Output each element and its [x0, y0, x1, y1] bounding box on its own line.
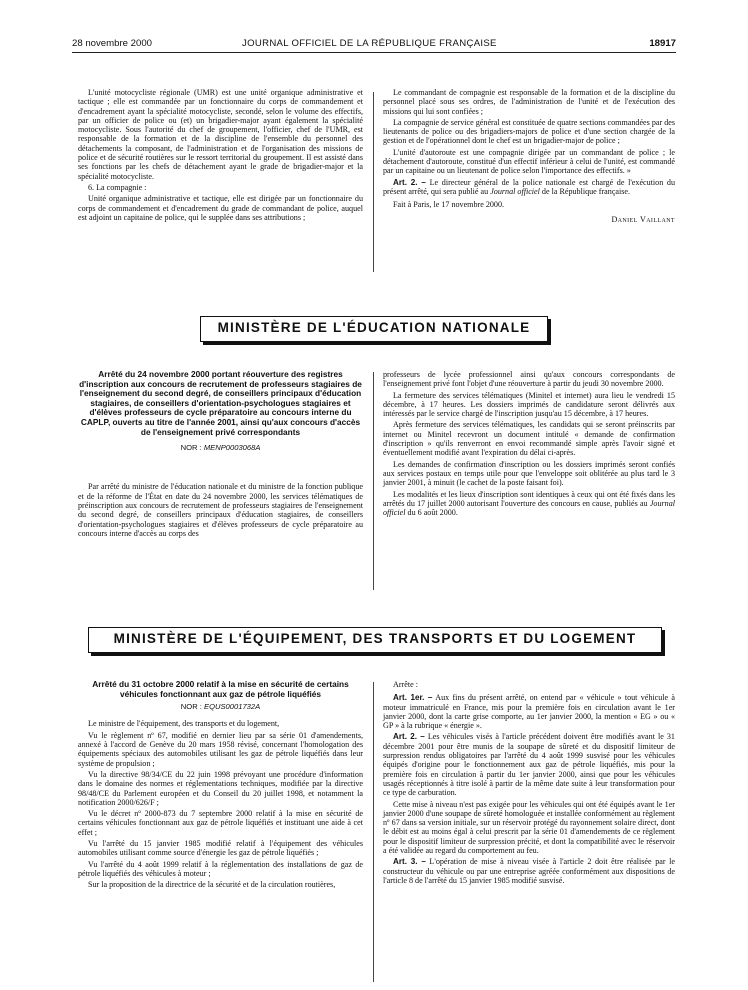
column-divider: [373, 682, 374, 982]
header-rule: [72, 52, 676, 53]
fait-a-paris: Fait à Paris, le 17 novembre 2000.: [393, 200, 505, 210]
article-3: Art. 3. – L'opération de mise à niveau visée à l'article 2 doit être réalisée par le constructeur du véhicule ou par une entreprise agréée conformément aux dispositions de l'article 8 de l'arrêté du 15 janvier 1985 modifié susvisé.: [383, 857, 675, 885]
edu-right-column: [383, 370, 675, 519]
arrete-title: Arrêté du 24 novembre 2000 portant réouverture des registres d'inscription aux concours de recrutement de professeurs stagiaires de l'enseignement du second degré, de conseillers principaux d'éducation stagiaires, de conseillers d'orientation-psychologues stagiaires et d'élèves professeurs de cycle préparatoire au concours interne du CAPLP, ouverts au titre de l'année 2001, ainsi qu'aux concours d'accès de l'enseignement privé correspondants: [79, 369, 362, 437]
visa-paragraph: Vu le décret nº 2000-873 du 7 septembre 2000 relatif à la mise en sécurité de certains véhicules fonctionnant aux gaz de pétrole liquéfiés et instituant une aide à cet effet ;: [78, 809, 363, 837]
visa-paragraph: Vu la directive 98/34/CE du 22 juin 1998 prévoyant une procédure d'information dans le domaine des normes et réglementations techniques, modifiée par la directive 98/48/CE du Parlement européen et du Conseil du 20 juillet 1998, et notamment la notification 2000/626/F ;: [78, 769, 363, 807]
article-2: Art. 2. – Les véhicules visés à l'article précédent doivent être modifiés avant le 31 décembre 2001 pour être munis de la soupape de sûreté et du dispositif limiteur de surpression rendus obligatoires par l'arrêté du 4 août 1999 susvisé pour les véhicules équipés d'origine pour le fonctionnement aux gaz de pétrole liquéfiés, mis pour la première fois en circulation à partir du 1er janvier 2000, ainsi que pour les véhicules usagés réceptionnés à titre isolé à partir de la même date suite à leur transformation pour ce type de carburation.: [383, 732, 675, 798]
paragraph: Par arrêté du ministre de l'éducation nationale et du ministre de la fonction publique et de la réforme de l'État en date du 24 novembre 2000, les services télématiques de préinscription aux concours de recrutement de professeurs stagiaires de l'enseignement du second degré, de conseillers principaux d'éducation stagiaires, de conseillers d'orientation-psychologues stagiaires et d'élèves professeurs de cycle préparatoire au concours interne d'accès au corps des: [78, 482, 363, 538]
paragraph: Cette mise à niveau n'est pas exigée pour les véhicules qui ont été équipés avant le 1er janvier 2000 d'une soupape de sûreté homologuée et installée conformément au règlement nº 67 dans sa version initiale, sur un réservoir protégé du rayonnement solaire direct, dont le débit est au moins égal à celui prescrit par la série 01 d'amendements de ce règlement pour le dispositif limiteur de surpression précité, et dont la compatibilité avec le réservoir a été validée au regard du comportement au feu.: [383, 799, 675, 856]
paragraph: 6. La compagnie :: [88, 182, 147, 192]
edu-left-column: [78, 370, 363, 540]
article-2: Art. 2. – Le directeur général de la police nationale est chargé de l'exécution du présent arrêté, qui sera publié au Journal officiel de la République française.: [383, 177, 675, 196]
arrete-title: Arrêté du 31 octobre 2000 relatif à la mise en sécurité de certains véhicules fonctionnant aux gaz de pétrole liquéfiés: [92, 679, 349, 699]
page-number: 18917: [649, 38, 676, 49]
ministry-education-heading: MINISTÈRE DE L'ÉDUCATION NATIONALE: [200, 316, 548, 342]
header-date: 28 novembre 2000: [72, 38, 153, 49]
journal-title: JOURNAL OFFICIEL DE LA RÉPUBLIQUE FRANÇAISE: [242, 38, 497, 49]
nor-reference: NOR : EQUS0001732A: [180, 702, 261, 712]
column-divider: [373, 372, 374, 590]
signature: Daniel Vaillant: [611, 214, 675, 224]
top-left-column: [78, 88, 363, 224]
eq-left-column: [78, 680, 363, 892]
visa-paragraph: Sur la proposition de la directrice de la sécurité et de la circulation routières,: [88, 880, 336, 890]
paragraph: Les demandes de confirmation d'inscription ou les dossiers imprimés seront confiés aux services postaux en temps utile pour que l'enveloppe soit oblitérée au plus tard le 3 janvier 2001, à minuit (le cachet de la poste faisant foi).: [383, 459, 675, 488]
visa-paragraph: Vu l'arrêté du 15 janvier 1985 modifié relatif à l'équipement des véhicules automobiles utilisant comme source d'énergie les gaz de pétrole liquéfiés ;: [78, 839, 363, 858]
visa-paragraph: Le ministre de l'équipement, des transports et du logement,: [88, 719, 280, 729]
column-divider: [373, 92, 374, 272]
running-header: [72, 38, 676, 52]
paragraph: La compagnie de service général est constituée de quatre sections commandées par des lieutenants de police ou des brigadiers-majors de police et d'une section chargée de la gestion et de l'opérationnel dont le chef est un brigadier-major de police ;: [383, 117, 675, 146]
nor-reference: NOR : MENP0003068A: [180, 443, 261, 453]
paragraph: Les modalités et les lieux d'inscription sont identiques à ceux qui ont été fixés dans les arrêtés du 17 juillet 2000 autorisant l'ouverture des concours en cause, publiés au Journal officiel du 6 août 2000.: [383, 489, 676, 518]
arrete-label: Arrête :: [393, 680, 418, 689]
paragraph: Après fermeture des services télématiques, les candidats qui se seront préinscrits par internet ou Minitel recevront un document intitulé « demande de confirmation d'inscription » qu'ils renverront en envoi recommandé simple après l'avoir signé et éventuellement modifié avant l'expiration du délai ci-après.: [383, 420, 675, 458]
article-1: Art. 1er. – Aux fins du présent arrêté, on entend par « véhicule » tout véhicule à moteur immatriculé en France, mis pour la première fois en circulation avant le 1er janvier 2000, dont la carte grise comporte, au 1er janvier 2000, la mention « EG » ou « GP » à la rubrique « énergie ».: [383, 693, 675, 731]
paragraph: L'unité motocycliste régionale (UMR) est une unité organique administrative et tactique ; elle est commandée par un fonctionnaire du corps de commandement et d'encadrement ayant la spécialité motocycliste, secondé, selon le volume des effectifs, par un officier de police ou (et) un brigadier-major ayant également la spécialité motocycliste. Sous l'autorité du chef de groupement, l'officier, chef de l'UMR, est responsable de la formation et de la discipline de l'ensemble du personnel des détachements la composant, de l'administration et de l'organisation des missions de police et de sécurité routières sur le ressort territorial du groupement. Il est assisté dans ses fonctions par les chefs de détachement ayant le grade de brigadier-major et la spécialité motocycliste.: [78, 88, 363, 181]
paragraph: Le commandant de compagnie est responsable de la formation et de la discipline du personnel placé sous ses ordres, de l'administration de l'unité et de l'exécution des missions qui lui sont confiées ;: [383, 88, 675, 116]
ministry-equipment-heading: MINISTÈRE DE L'ÉQUIPEMENT, DES TRANSPORTS ET DU LOGEMENT: [88, 627, 662, 653]
paragraph: Unité organique administrative et tactique, elle est dirigée par un fonctionnaire du corps de commandement et d'encadrement du grade de commandant de police, auquel est adjoint un capitaine de police, qui le supplée dans ses attributions ;: [78, 194, 363, 222]
paragraph: L'unité d'autoroute est une compagnie dirigée par un commandant de police ; le détachement d'autoroute, constitué d'un effectif inférieur à celui de l'unité, est commandé par un capitaine ou un lieutenant de police selon l'importance des effectifs. »: [383, 147, 675, 176]
visa-paragraph: Vu le règlement nº 67, modifié en dernier lieu par sa série 01 d'amendements, annexé à l'accord de Genève du 20 mars 1958 révisé, concernant l'homologation des équipements spéciaux des automobiles utilisant les gaz de pétrole liquéfiés dans leur système de propulsion ;: [78, 730, 363, 768]
visa-paragraph: Vu l'arrêté du 4 août 1999 relatif à la réglementation des installations de gaz de pétrole liquéfiés des véhicules à moteur ;: [78, 859, 363, 878]
paragraph: professeurs de lycée professionnel ainsi qu'aux concours correspondants de l'enseignement privé font l'objet d'une réouverture à partir du jeudi 30 novembre 2000.: [383, 370, 675, 389]
paragraph: La fermeture des services télématiques (Minitel et internet) aura lieu le vendredi 15 décembre, à 17 heures. Les dossiers imprimés de candidature seront délivrés aux intéressés par le service chargé de l'inscription jusqu'au 15 décembre, à 17 heures.: [383, 390, 675, 419]
eq-right-column: [383, 680, 675, 887]
top-right-column: [383, 88, 675, 226]
